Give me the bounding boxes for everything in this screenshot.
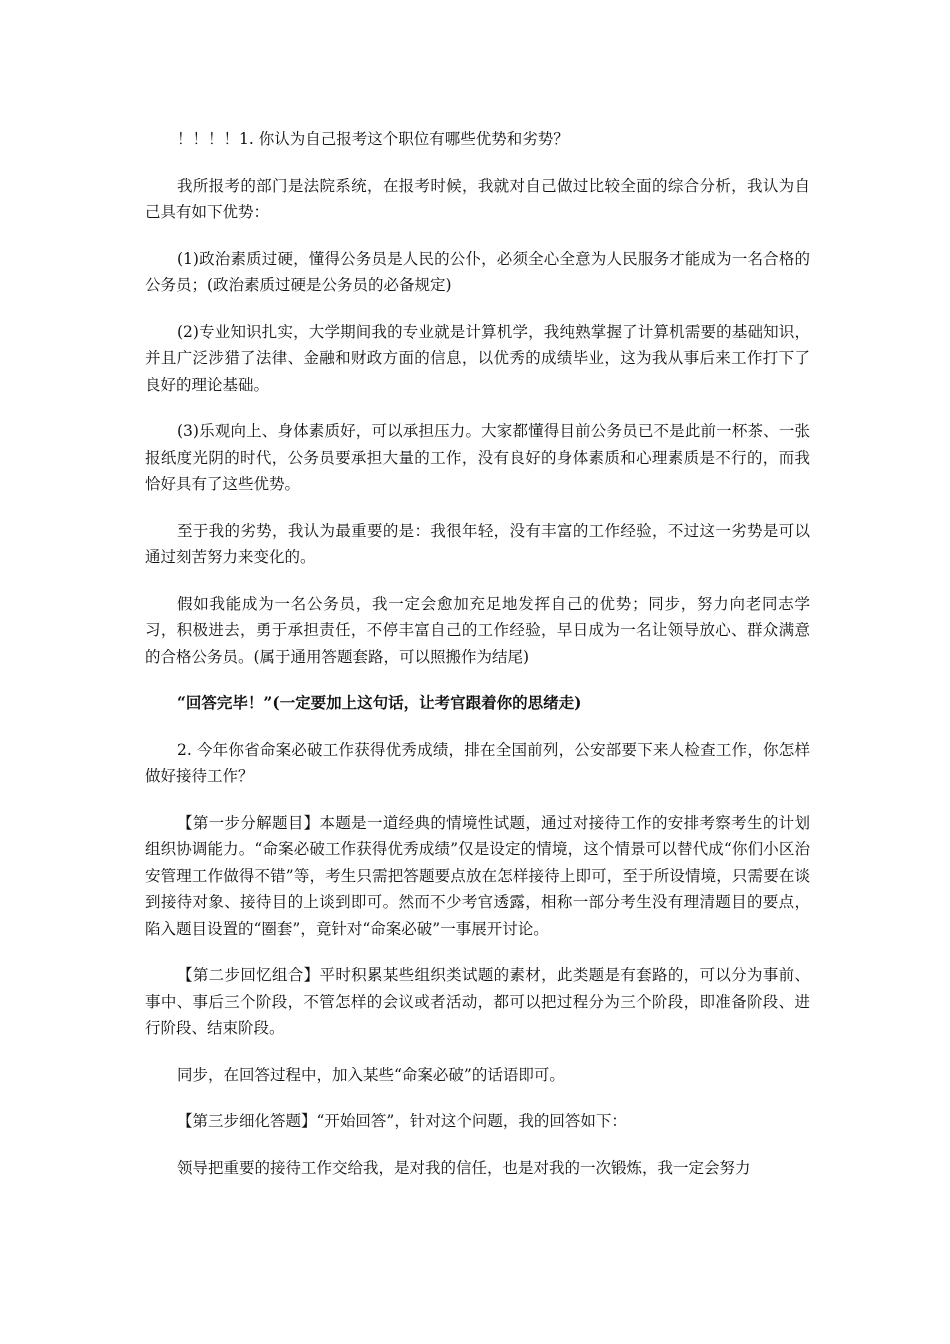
question-1-heading: ！！！！1. 你认为自己报考这个职位有哪些优势和劣势？ [177, 130, 569, 148]
conclusion-paragraph: 假如我能成为一名公务员，我一定会愈加充足地发挥自己的优势；同步，努力向老同志学习，积极进去，勇于承担责任，不停丰富自己的工作经验，早日成为一名让领导放心、群众满意的合格公务员。(属于通用答题套路，可以照搬作为结尾) [145, 594, 810, 666]
answer-intro-paragraph: 我所报考的部门是法院系统，在报考时候，我就对自己做过比较全面的综合分析，我认为自己具有如下优势： [145, 176, 810, 221]
strength-3-paragraph: (3)乐观向上、身体素质好，可以承担压力。大家都懂得目前公务员已不是此前一杯茶、一张报纸度光阴的时代，公务员要承担大量的工作，没有良好的身体素质和心理素质是不行的，而我恰好具有了这些优势。 [145, 422, 810, 493]
step-2-followup-paragraph: 同步，在回答过程中，加入某些“命案必破”的话语即可。 [177, 1065, 565, 1084]
answer-complete-note: “回答完毕！”(一定要加上这句话，让考官跟着你的思绪走) [177, 693, 582, 712]
strength-1-paragraph: (1)政治素质过硬，懂得公务员是人民的公仆，必须全心全意为人民服务才能成为一名合格的公务员；(政治素质过硬是公务员的必备规定) [145, 249, 810, 294]
weakness-paragraph: 至于我的劣势，我认为最重要的是：我很年轻，没有丰富的工作经验，不过这一劣势是可以通过刻苦努力来变化的。 [145, 521, 810, 566]
step-2-paragraph: 【第二步回忆组合】平时积累某些组织类试题的素材，此类题是有套路的，可以分为事前、事中、事后三个阶段，不管怎样的会议或者活动，都可以把过程分为三个阶段，即准备阶段、进行阶段、结束阶段。 [145, 966, 810, 1037]
step-3-paragraph: 【第三步细化答题】“开始回答”，针对这个问题，我的回答如下： [177, 1112, 627, 1130]
step-1-paragraph: 【第一步分解题目】本题是一道经典的情境性试题，通过对接待工作的安排考察考生的计划组织协调能力。“命案必破工作获得优秀成绩”仅是设定的情境，这个情景可以替代成“你们小区治安管理工作做得不错”等，考生只需把答题要点放在怎样接待上即可，至于所设情境，只需要在谈到接待对象、接待目的上谈到即可。然而不少考官透露，相称一部分考生没有理清题目的要点，陷入题目设置的“圈套”，竟针对“命案必破”一事展开讨论。 [145, 813, 810, 938]
question-2-heading: 2. 今年你省命案必破工作获得优秀成绩，排在全国前列，公安部要下来人检查工作，你怎样做好接待工作？ [145, 740, 810, 785]
answer-start-paragraph: 领导把重要的接待工作交给我，是对我的信任，也是对我的一次锻炼，我一定会努力 [177, 1158, 751, 1177]
strength-2-paragraph: (2)专业知识扎实，大学期间我的专业就是计算机学，我纯熟掌握了计算机需要的基础知识，并且广泛涉猎了法律、金融和财政方面的信息，以优秀的成绩毕业，这为我从事后来工作打下了良好的理论基础。 [145, 322, 810, 394]
